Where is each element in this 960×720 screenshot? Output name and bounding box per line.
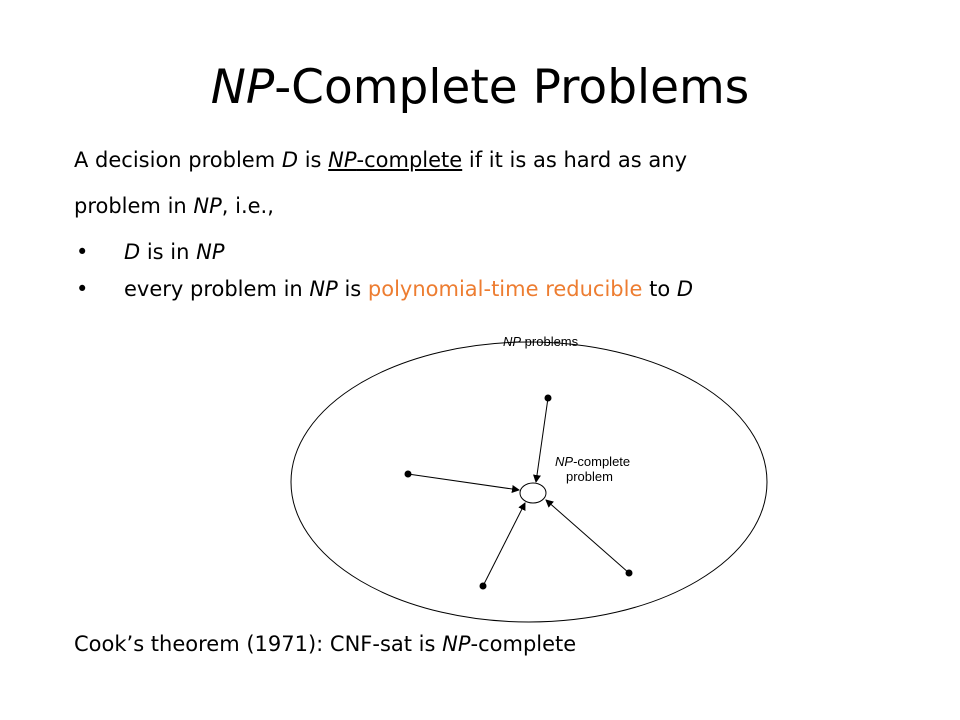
theorem-text: Cook’s theorem (1971): CNF-sat is bbox=[74, 632, 443, 656]
outer-label-rest: problems bbox=[521, 334, 579, 349]
cook-theorem bbox=[74, 630, 576, 658]
reducible-highlight: polynomial-time reducible bbox=[367, 277, 643, 301]
definition-np: NP bbox=[193, 194, 222, 218]
reduction-arrow-top bbox=[536, 398, 548, 482]
np-complete-node bbox=[520, 483, 546, 503]
bullet-np: NP bbox=[309, 277, 338, 301]
reduction-arrow-bottom bbox=[483, 503, 525, 586]
term-rest: -complete bbox=[356, 148, 463, 172]
definition-text: problem in bbox=[74, 194, 194, 218]
problem-node-top bbox=[545, 395, 552, 402]
problem-node-right bbox=[626, 570, 633, 577]
definition-text: if it is as hard as any bbox=[462, 148, 688, 172]
reduction-arrow-left bbox=[408, 474, 519, 490]
bullet-var: D bbox=[676, 277, 694, 301]
bullet-mid: is in bbox=[140, 240, 197, 264]
problem-node-bottom bbox=[480, 583, 487, 590]
bullet-var: D bbox=[124, 240, 141, 264]
definition-text: , i.e., bbox=[221, 194, 274, 218]
center-label-rest: -complete bbox=[573, 454, 631, 469]
np-problems-ellipse bbox=[291, 342, 767, 622]
center-label-line-2: problem bbox=[566, 469, 613, 484]
definition-var: D bbox=[281, 148, 299, 172]
reduction-arrow-right bbox=[546, 500, 629, 573]
problem-node-left bbox=[405, 471, 412, 478]
theorem-text: -complete bbox=[470, 632, 577, 656]
definition-text: A decision problem bbox=[74, 148, 282, 172]
outer-label-np: NP bbox=[503, 334, 522, 349]
center-label-line-1 bbox=[555, 454, 630, 469]
bullet-icon: • bbox=[76, 240, 89, 264]
theorem-np: NP bbox=[442, 632, 471, 656]
outer-label bbox=[503, 334, 579, 349]
bullet-icon: • bbox=[76, 277, 89, 301]
bullet-part: every problem in bbox=[124, 277, 310, 301]
bullet-np: NP bbox=[196, 240, 225, 264]
title-np: NP bbox=[210, 60, 275, 115]
term-np: NP bbox=[328, 148, 357, 172]
title-rest: -Complete Problems bbox=[274, 60, 750, 115]
center-label-np: NP bbox=[555, 454, 574, 469]
definition-text: is bbox=[298, 148, 329, 172]
bullet-part: to bbox=[642, 277, 677, 301]
bullet-part: is bbox=[337, 277, 368, 301]
